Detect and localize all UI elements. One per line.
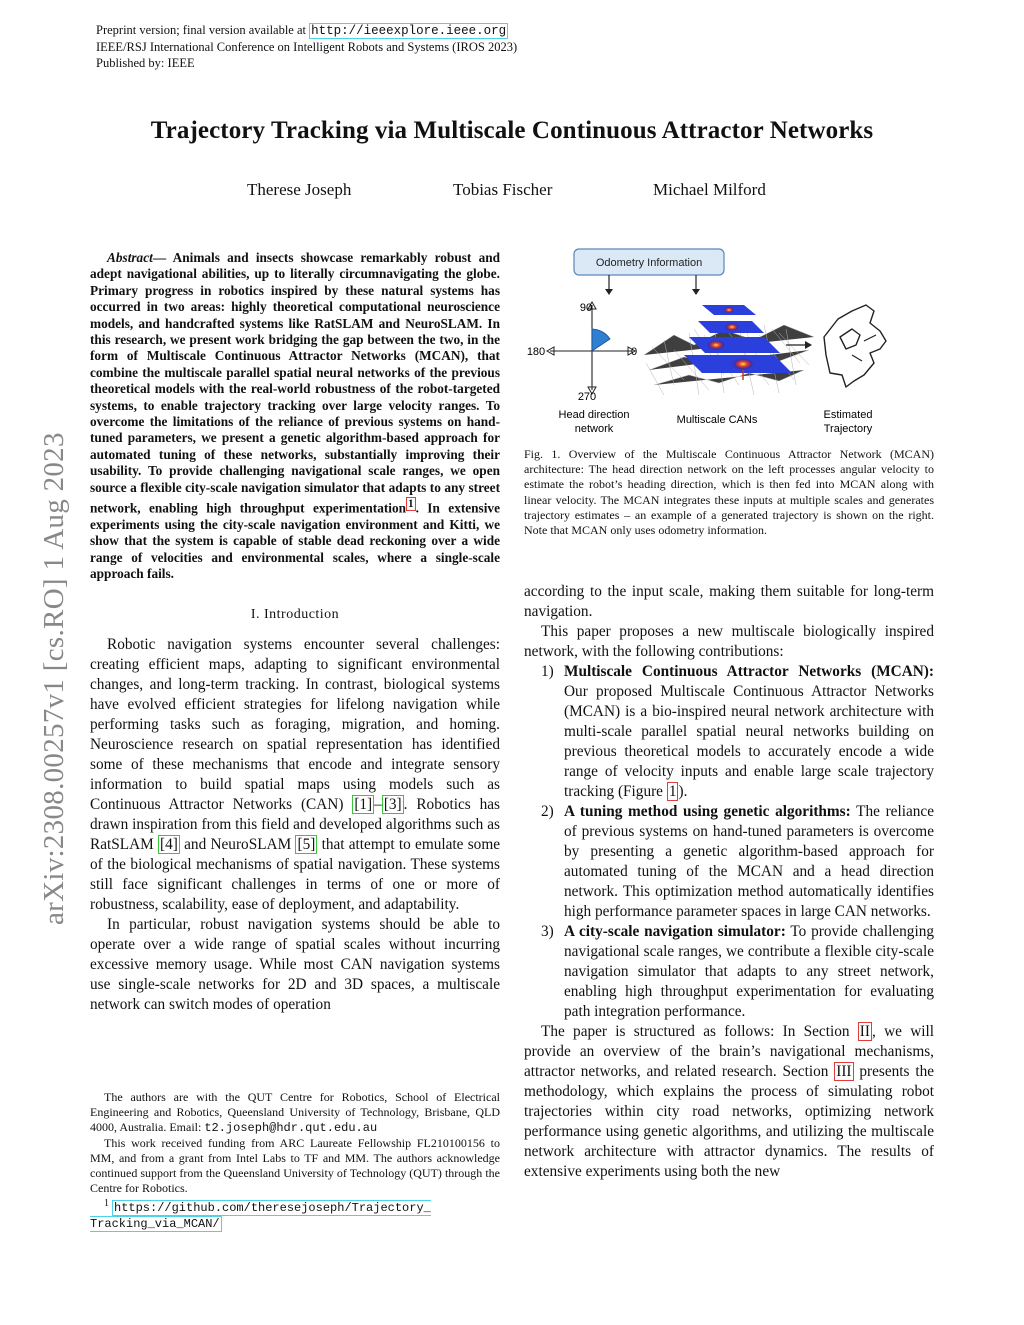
citation-5[interactable]: [5] bbox=[297, 835, 316, 853]
author-1: Therese Joseph bbox=[247, 180, 352, 199]
footnotes bbox=[90, 1090, 500, 1232]
author-email[interactable]: t2.joseph@hdr.qut.edu.au bbox=[204, 1121, 378, 1135]
section-II-ref[interactable]: II bbox=[859, 1023, 870, 1040]
structure-paragraph: The paper is structured as follows: In Section II , we will provide an overview of the brain’s navigational mechanisms, attractor networks, and related research. Section III presents the methodology, which explains the process of simulating robot trajectories within city road networks, optimizing network performance using genetic algorithms, and utilizing the multiscale network architecture with attractor dynamics. The results of extensive experiments using both the new bbox=[524, 1023, 935, 1180]
figure-1-ref[interactable]: 1 bbox=[668, 783, 677, 800]
section-heading-introduction: I. Introduction bbox=[250, 606, 340, 622]
funding-note: This work received funding from ARC Laureate Fellowship FL210100156 to MM, and from a grant from Intel Labs to TF and MM. The authors acknowledge continued support from the Queensland University of Technology (QUT) through the Centre for Robotics. bbox=[90, 1136, 500, 1195]
abstract: Abstract— Animals and insects showcase remarkably robust and adept navigational abilities, up to literally circumnavigating the globe. Primary progress in robotics inspired by these natural systems has occurred in two areas: highly theoretical computational neuroscience models, and handcrafted systems like RatSLAM and NeuroSLAM. In this research, we present work bridging the gap between the two, in the form of Multiscale Continuous Attractor Networks (MCAN), that combine the multiscale parallel spatial neural networks of the previous theoretical models with the real-world robustness of the robot-targeted systems, to enable trajectory tracking over large velocity ranges. To overcome the limitations of the reliance of previous systems on hand-tuned parameters, we present a genetic algorithm-based approach for automated tuning of these networks, substantially improving their usability. To provide challenging navigational scale ranges, we open source a flexible city-scale navigation simulator that adapts to any street network, enabling high throughput experimentation $^1$ . In extensive experiments using the city-scale navigation environment and Kitti, we show that the system is capable of stable dead reckoning over a wide range of velocities and environmental scales, where a single-scale approach fails. bbox=[90, 250, 501, 582]
can-layer-4 bbox=[684, 355, 792, 373]
arrowhead bbox=[605, 289, 613, 295]
abstract-text-b: . In extensive experiments using the city-scale navigation environment and Kitti, we show that the system is capable of stable dead reckoning over a wide range of velocities and environmental scales, where a single-scale approach fails. bbox=[90, 500, 500, 582]
abstract-label: Abstract bbox=[107, 250, 153, 265]
footnote-1-ref[interactable]: 1 bbox=[408, 498, 414, 511]
preprint-header bbox=[96, 22, 517, 71]
angle-90: 90 bbox=[579, 302, 593, 314]
trajectory-label-line-2: Trajectory bbox=[823, 423, 873, 435]
figure-1 bbox=[524, 245, 936, 445]
mcan-overview-diagram bbox=[524, 245, 936, 445]
intro-paragraph-continued: according to the input scale, making them suitable for long-term navigation. bbox=[524, 583, 934, 620]
arrowhead bbox=[805, 341, 812, 349]
can-layer-3 bbox=[689, 337, 780, 353]
citation-1[interactable]: [1] bbox=[354, 795, 373, 813]
odometry-label: Odometry Information bbox=[595, 257, 703, 269]
ieee-link[interactable]: http://ieeexplore.ieee.org bbox=[311, 24, 507, 38]
arxiv-watermark: arXiv:2308.00257v1 [cs.RO] 1 Aug 2023 bbox=[38, 432, 70, 925]
footnote-1: $^1$ https://github.com/theresejoseph/Trajectory_ Tracking_via_MCAN/ bbox=[90, 1198, 431, 1231]
paper-title: Trajectory Tracking via Multiscale Continuous Attractor Networks bbox=[150, 117, 874, 144]
angle-0: 0 bbox=[630, 346, 638, 358]
hd-label-line-2: network bbox=[574, 423, 614, 435]
estimated-trajectory-path bbox=[824, 305, 886, 387]
intro-paragraph-1: Robotic navigation systems encounter several challenges: creating efficient maps, adapting to significant environmental changes, and long-term tracking. In contrast, biological systems have evolved efficient strategies for lifelong navigation while performing tasks such as foraging, migration, and homing. Neuroscience research on spatial representation has identified some of these mechanisms that encode and integrate sensory information to build spatial maps using models such as Continuous Attractor Networks (CAN) [1] – [3] . Robotics has drawn inspiration from this field and developed algorithms such as RatSLAM [4] and NeuroSLAM [5] that attempt to emulate some of the biological mechanisms of spatial navigation. These systems still face significant challenges in terms of one or more of robustness, scalability, ease of deployment, and adaptability. bbox=[90, 635, 501, 913]
contribution-1: 1) Multiscale Continuous Attractor Networks (MCAN): Our proposed Multiscale Continuous Attractor Networks (MCAN) is a bio-inspired neural network architecture with multi-scale parallel spatial neural networks building on previous theoretical models to accurately encode a wide range of velocity inputs and enable large scale trajectory tracking (Figure 1 ). bbox=[541, 663, 934, 800]
citation-3[interactable]: [3] bbox=[383, 795, 402, 813]
left-column bbox=[90, 250, 500, 1015]
abstract-text-a: Animals and insects showcase remarkably robust and adept navigational abilities, up to literally circumnavigating the globe. Primary progress in robotics inspired by these natural systems has occurred in two areas: highly theoretical computational neuroscience models, and handcrafted systems like RatSLAM and NeuroSLAM. In this research, we present work bridging the gap between the two, in the form of Multiscale Continuous Attractor Networks (MCAN), that combine the multiscale parallel spatial neural networks of the previous theoretical models with the real-world robustness of the robot-targeted systems, to enable trajectory tracking over large velocity ranges. To overcome the limitations of the reliance of previous systems on hand-tuned parameters, we present a genetic algorithm-based approach for automated tuning of these networks, substantially improving their usability. To provide challenging navigational scale ranges, we open source a flexible city-scale navigation simulator that adapts to any street network, enabling high throughput experimentation bbox=[90, 250, 501, 516]
heading-sector bbox=[592, 329, 610, 351]
hd-label-line-1: Head direction bbox=[558, 409, 630, 421]
author-2: Tobias Fischer bbox=[453, 180, 553, 199]
figure-1-caption: Fig. 1. Overview of the Multiscale Continuous Attractor Network (MCAN) architecture: The head direction network on the left processes angular velocity to estimate the robot’s heading direction, which is then fed into MCAN along with linear velocity. The MCAN integrates these inputs at multiple scales and generates trajectory estimates – an example of a generated trajectory is shown on the right. Note that MCAN only uses odometry information. bbox=[524, 447, 934, 538]
can-layer-2 bbox=[698, 321, 764, 333]
mcan-label: Multiscale CANs bbox=[676, 414, 758, 426]
author-3: Michael Milford bbox=[653, 180, 766, 199]
can-layer-1 bbox=[702, 305, 756, 315]
contributions-intro: This paper proposes a new multiscale biologically inspired network, with the following contributions: bbox=[524, 623, 934, 660]
contribution-3: 3) A city-scale navigation simulator: To provide challenging navigational scale ranges, we contribute a flexible city-scale navigation simulator that adapts to any street network, enabling high throughput experimentation for evaluating path integration performance. bbox=[541, 923, 934, 1020]
arrowhead bbox=[692, 289, 700, 295]
angle-180: 180 bbox=[526, 346, 546, 358]
github-link[interactable]: https://github.com/theresejoseph/Trajectory_ Tracking_via_MCAN/ bbox=[90, 1201, 431, 1231]
conference-line: IEEE/RSJ International Conference on Intelligent Robots and Systems (IROS 2023) bbox=[96, 40, 518, 54]
angle-270: 270 bbox=[577, 391, 597, 403]
trajectory-detail bbox=[852, 335, 876, 361]
publisher-line: Published by: IEEE bbox=[96, 56, 195, 70]
contribution-2: 2) A tuning method using genetic algorithms: The reliance of previous systems on hand-tuned parameters is overcome by presenting a genetic algorithm-based approach for automated tuning of the MCAN and a head direction network. This optimization method automatically identifies high performance parameter spaces in large CAN networks. bbox=[541, 803, 934, 920]
right-column bbox=[524, 582, 934, 1182]
section-III-ref[interactable]: III bbox=[836, 1063, 852, 1080]
contributions-list bbox=[524, 662, 934, 1022]
trajectory-label-line-1: Estimated bbox=[823, 409, 873, 421]
affiliation-note: The authors are with the QUT Centre for Robotics, School of Electrical Engineering and Robotics, Queensland University of Technology, Brisbane, QLD 4000, Australia. Email: t2.joseph@hdr.qut.edu.au bbox=[90, 1090, 500, 1135]
intro-paragraph-2: In particular, robust navigation systems should be able to operate over a wide range of spatial scales without incurring excessive memory usage. While most CAN navigation systems use single-scale networks for 2D and 3D spaces, a multiscale network can switch modes of operation bbox=[90, 915, 500, 1013]
preprint-prefix: Preprint version; final version available at bbox=[96, 23, 307, 37]
citation-4[interactable]: [4] bbox=[160, 835, 178, 853]
